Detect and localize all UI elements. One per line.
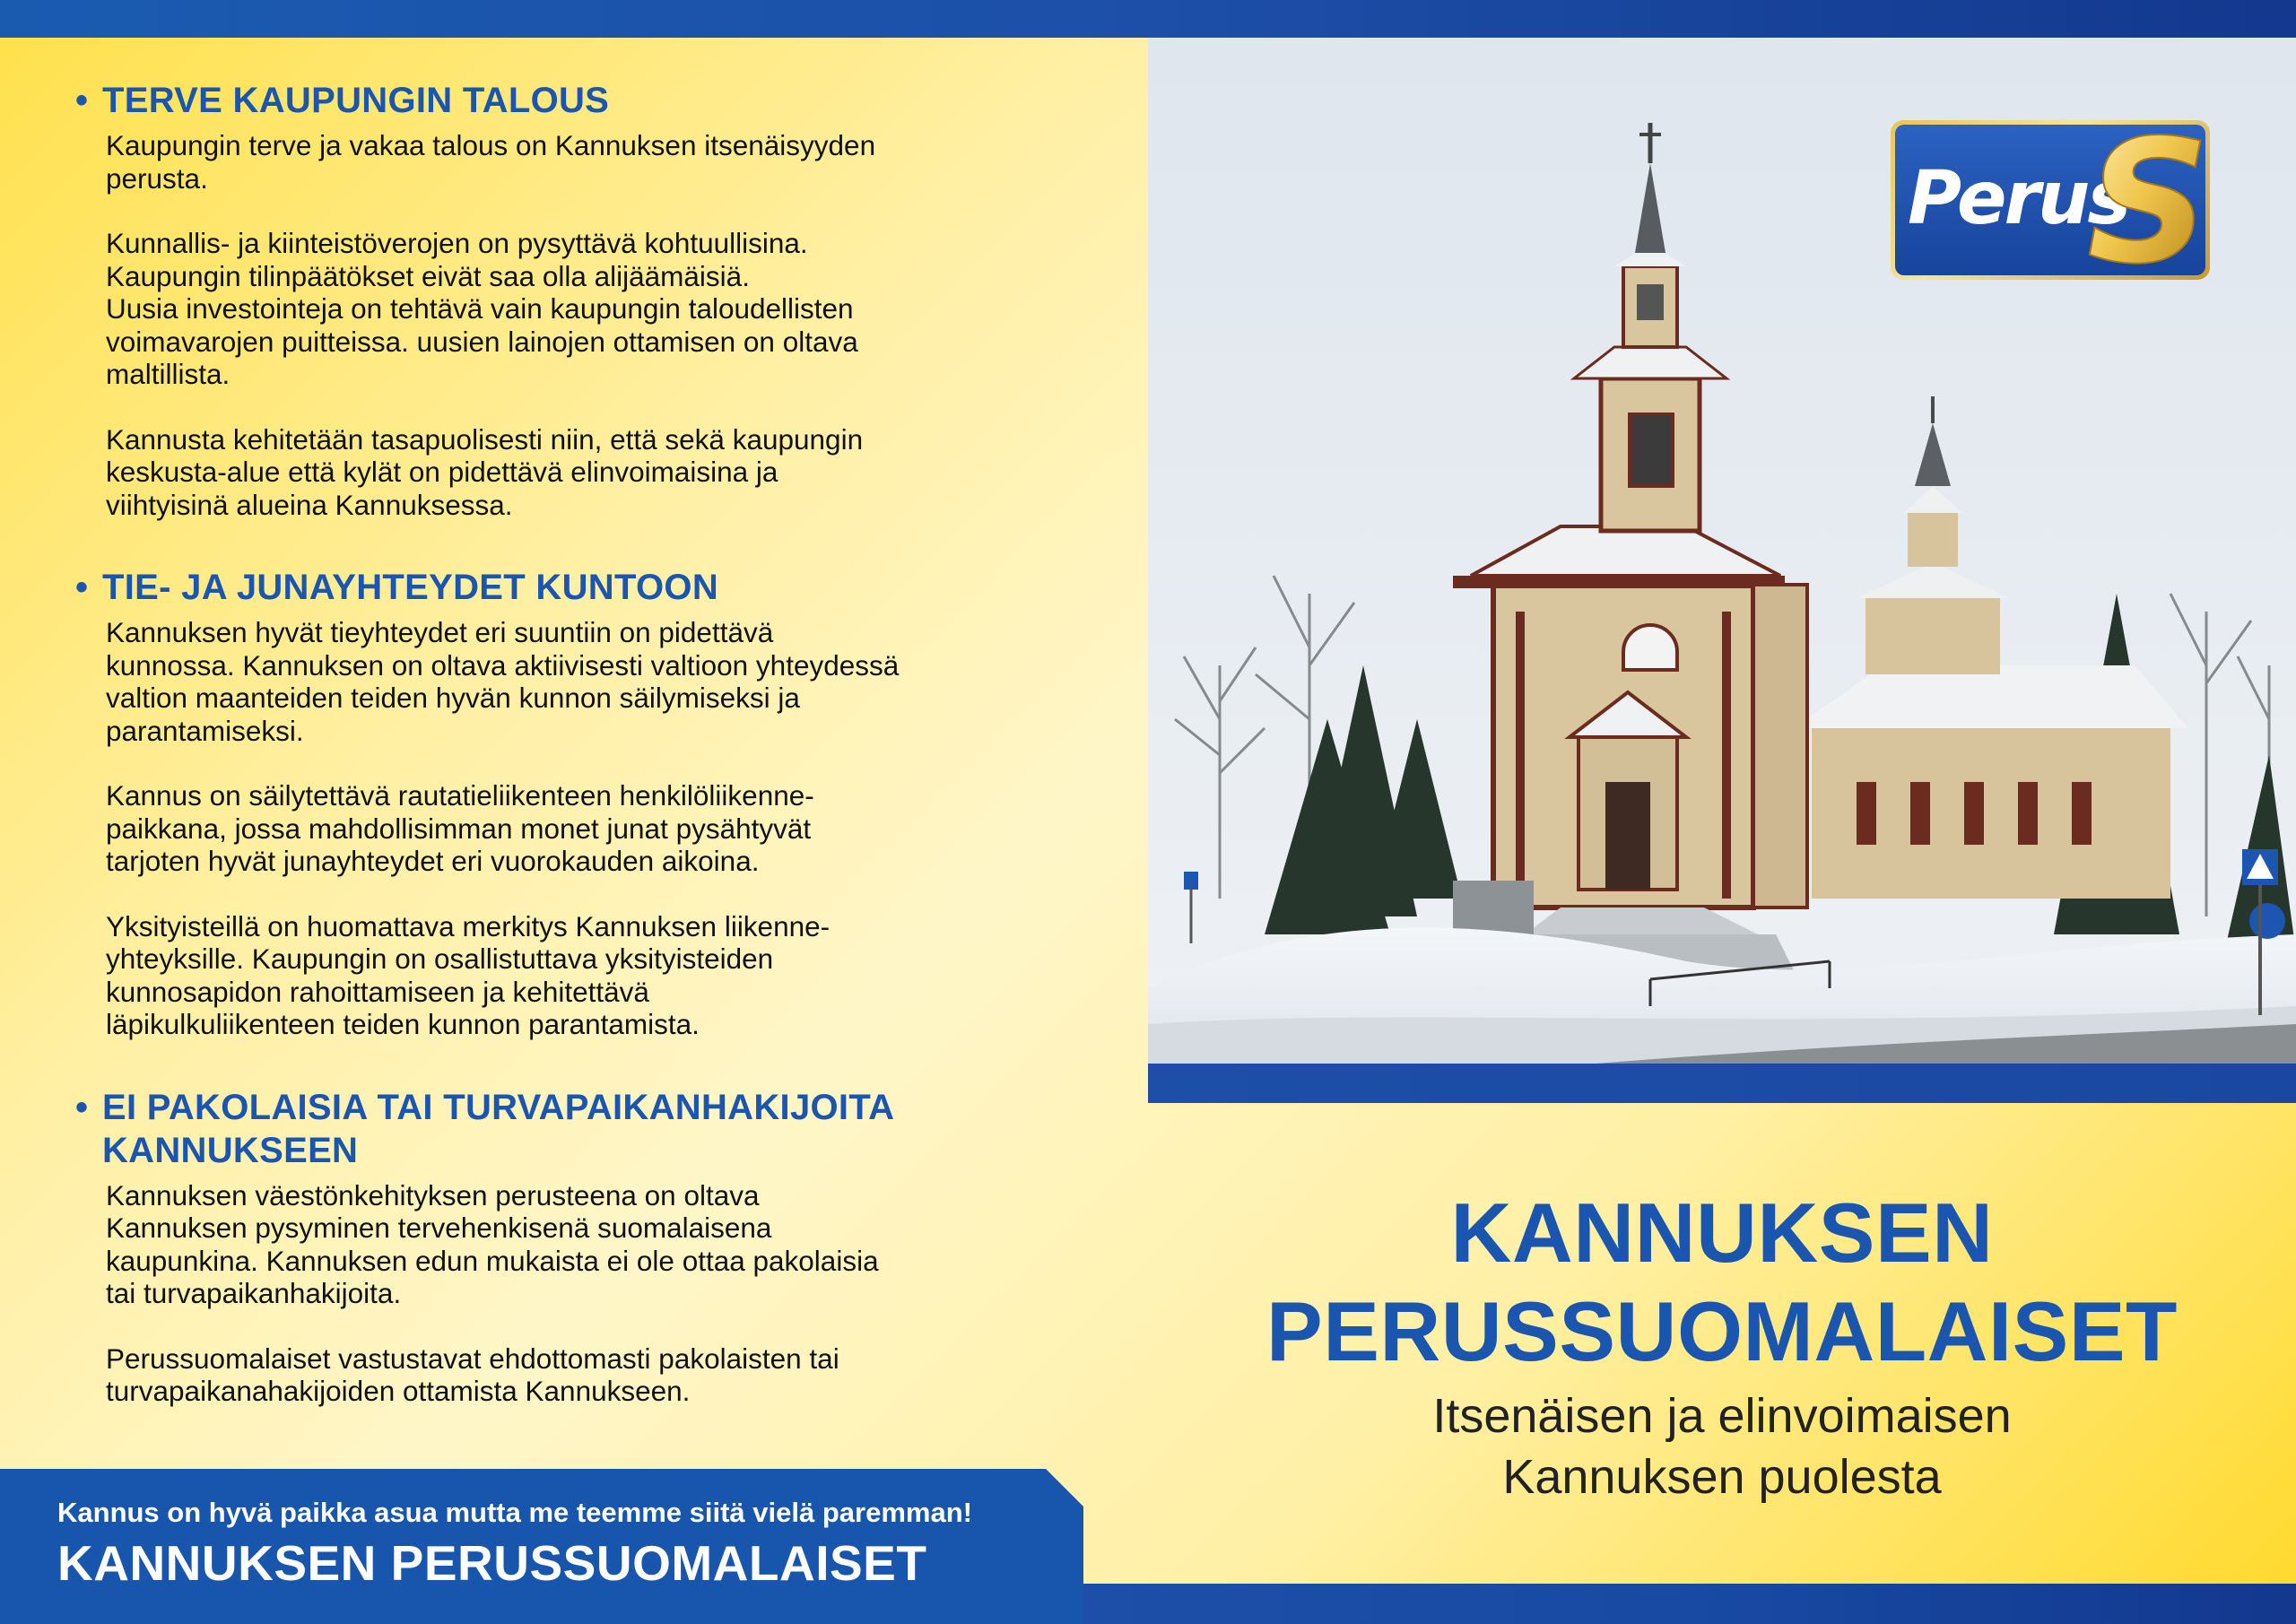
section-heading [75, 1086, 1053, 1172]
bullet-icon: • [75, 1087, 89, 1127]
paragraph: Kannuksen väestönkehityksen perusteena on oltava Kannuksen pysyminen tervehenkisenä suomalaisena kaupunkina. Kannuksen edun mukaista ei ole ottaa pakolaisia tai turvapaikanhakijoita. [106, 1178, 879, 1309]
page-title [1166, 1184, 2278, 1381]
footer-party-name: KANNUKSEN PERUSSUOMALAISET [57, 1535, 927, 1591]
svg-text:S: S [2087, 103, 2210, 301]
page-subtitle: Itsenäisen ja elinvoimaisen Kannuksen puolesta [1432, 1389, 2012, 1504]
photo-blue-band [1148, 1064, 2296, 1103]
paragraph: Perussuomalaiset vastustavat ehdottomasti pakolaisten tai turvapaikanahakijoiden ottamista Kannukseen. [106, 1342, 839, 1407]
paragraph: Kannuksen hyvät tieyhteydet eri suuntiin on pidettävä kunnossa. Kannuksen on oltava aktiivisesti valtioon yhteydessä valtion maanteiden teiden hyvän kunnon säilymiseksi ja parantamiseksi. [106, 616, 900, 747]
bullet-icon: • [75, 81, 89, 120]
title-line-1: KANNUKSEN [1450, 1185, 1994, 1280]
paragraph: Kaupungin terve ja vakaa talous on Kannuksen itsenäisyyden perusta. [106, 129, 876, 195]
section-heading-text: TIE- JA JUNAYHTEYDET KUNTOON [102, 568, 719, 607]
logo-s-icon [2083, 103, 2210, 301]
top-blue-band [0, 0, 2296, 38]
paragraph: Kannusta kehitetään tasapuolisesti niin, että sekä kaupungin keskusta-alue että kylät on pidettävä elinvoimaisina ja viihtyisinä alueina Kannuksessa. [106, 422, 864, 521]
section-transport [75, 566, 1071, 1041]
title-line-2: PERUSSUOMALAISET [1266, 1284, 2178, 1378]
perussuomalaiset-logo [1891, 103, 2210, 301]
section-immigration [75, 1086, 1071, 1408]
section-heading-text: TERVE KAUPUNGIN TALOUS [102, 81, 610, 120]
bottom-blue-band [1083, 1584, 2296, 1624]
logo-inner [1895, 103, 2210, 301]
paragraph: Kannus on säilytettävä rautatieliikenteen henkilöliikenne- paikkana, jossa mahdollisimman monet junat pysähtyvät tarjoten hyvät junayhteydet eri vuorokauden aikoina. [106, 779, 814, 877]
footer-slogan: Kannus on hyvä paikka asua mutta me teemme siitä vielä paremman! [57, 1497, 972, 1528]
section-economy [75, 79, 1071, 521]
bullet-icon: • [75, 568, 89, 607]
section-heading-text: EI PAKOLAISIA TAI TURVAPAIKANHAKIJOITA KANNUKSEEN [102, 1087, 893, 1170]
section-heading [75, 79, 1071, 122]
paragraph: Yksityisteillä on huomattava merkitys Kannuksen liikenne- yhteyksille. Kaupungin on osallistuttava yksityisteiden kunnosapidon rahoittamiseen ja kehitettävä läpikulkuliikenteen teiden kunnon parantamista. [106, 909, 831, 1040]
logo-wordmark: Perus [1908, 156, 2129, 241]
paragraph: Kunnallis- ja kiinteistöverojen on pysyttävä kohtuullisina. Kaupungin tilinpäätökset eivät saa olla alijäämäisiä. Uusia investointeja on tehtävä vain kaupungin taloudellisten voimavarojen puitteissa. uusien lainojen ottamisen on oltava maltillista. [106, 227, 858, 390]
policy-column [75, 79, 1071, 1440]
section-heading [75, 566, 1071, 609]
